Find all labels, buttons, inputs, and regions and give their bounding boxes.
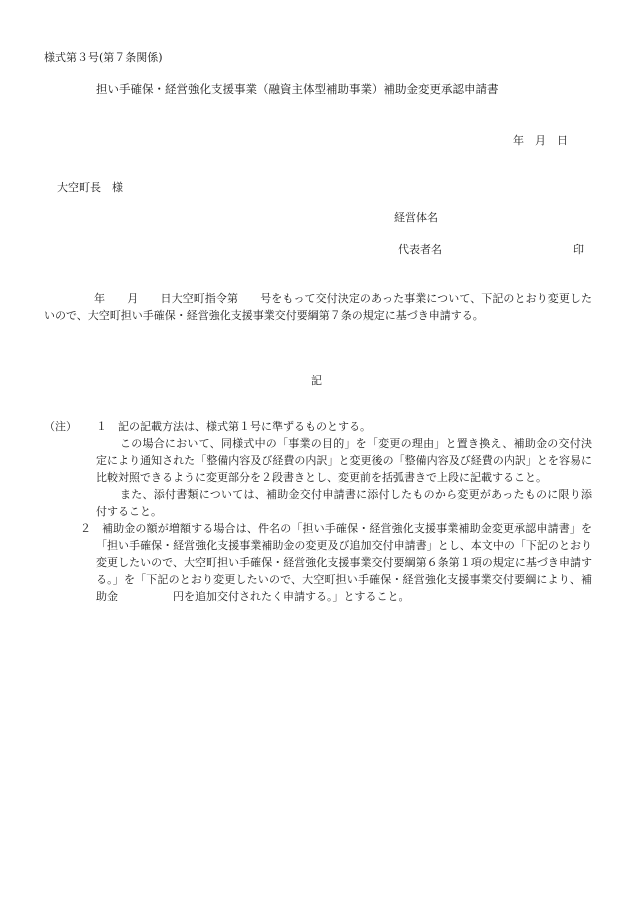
note-1-sub-1: この場合において、同様式中の「事業の目的」を「変更の理由」と置き換え、補助金の交付決定により通知された「整備内容及び経費の内訳」と変更後の「整備内容及び経費の内訳」とを容易に比較対照できるように変更部分を２段書きとし、変更前を括弧書きで上段に記載すること。 — [96, 437, 592, 484]
note-1 — [44, 418, 592, 435]
addressee: 大空町長 様 — [57, 181, 123, 194]
note-1-sub-2: また、添付書類については、補助金交付申請書に添付したものから変更があったものに限り添付すること。 — [96, 488, 592, 518]
note-2-text: 補助金の額が増額する場合は、件名の「担い手確保・経営強化支援事業補助金変更承認申請書」を「担い手確保・経営強化支援事業補助金の変更及び追加交付申請書」とし、本文中の「下記のとおり変更したいので、大空町担い手確保・経営強化支援事業交付要綱第６条第１項の規定に基づき申請する。」を「下記のとおり変更したいので、大空町担い手確保・経営強化支援事業交付要綱により、補助金 円を追加交付されたく申請する。」とすること。 — [96, 522, 592, 603]
document-title: 担い手確保・経営強化支援事業（融資主体型補助事業）補助金変更承認申請書 — [96, 82, 499, 96]
date-placeholder: 年 月 日 — [513, 134, 568, 147]
representative-name-label: 代表者名 — [398, 243, 442, 256]
form-number: 様式第３号(第７条関係) — [44, 51, 163, 64]
note-2-number: ２ — [80, 522, 91, 535]
notes-section — [44, 418, 592, 605]
note-1-text: 記の記載方法は、様式第１号に準ずるものとする。 — [118, 420, 371, 433]
notes-prefix: （注） — [44, 420, 77, 433]
note-1-number: １ — [96, 420, 107, 433]
ki-heading: 記 — [311, 374, 322, 387]
organization-name-label: 経営体名 — [394, 211, 438, 224]
note-2 — [80, 520, 592, 605]
seal-mark: 印 — [573, 243, 584, 256]
application-body-text: 年 月 日大空町指令第 号をもって交付決定のあった事業について、下記のとおり変更したいので、大空町担い手確保・経営強化支援事業交付要綱第７条の規定に基づき申請する。 — [44, 292, 592, 322]
